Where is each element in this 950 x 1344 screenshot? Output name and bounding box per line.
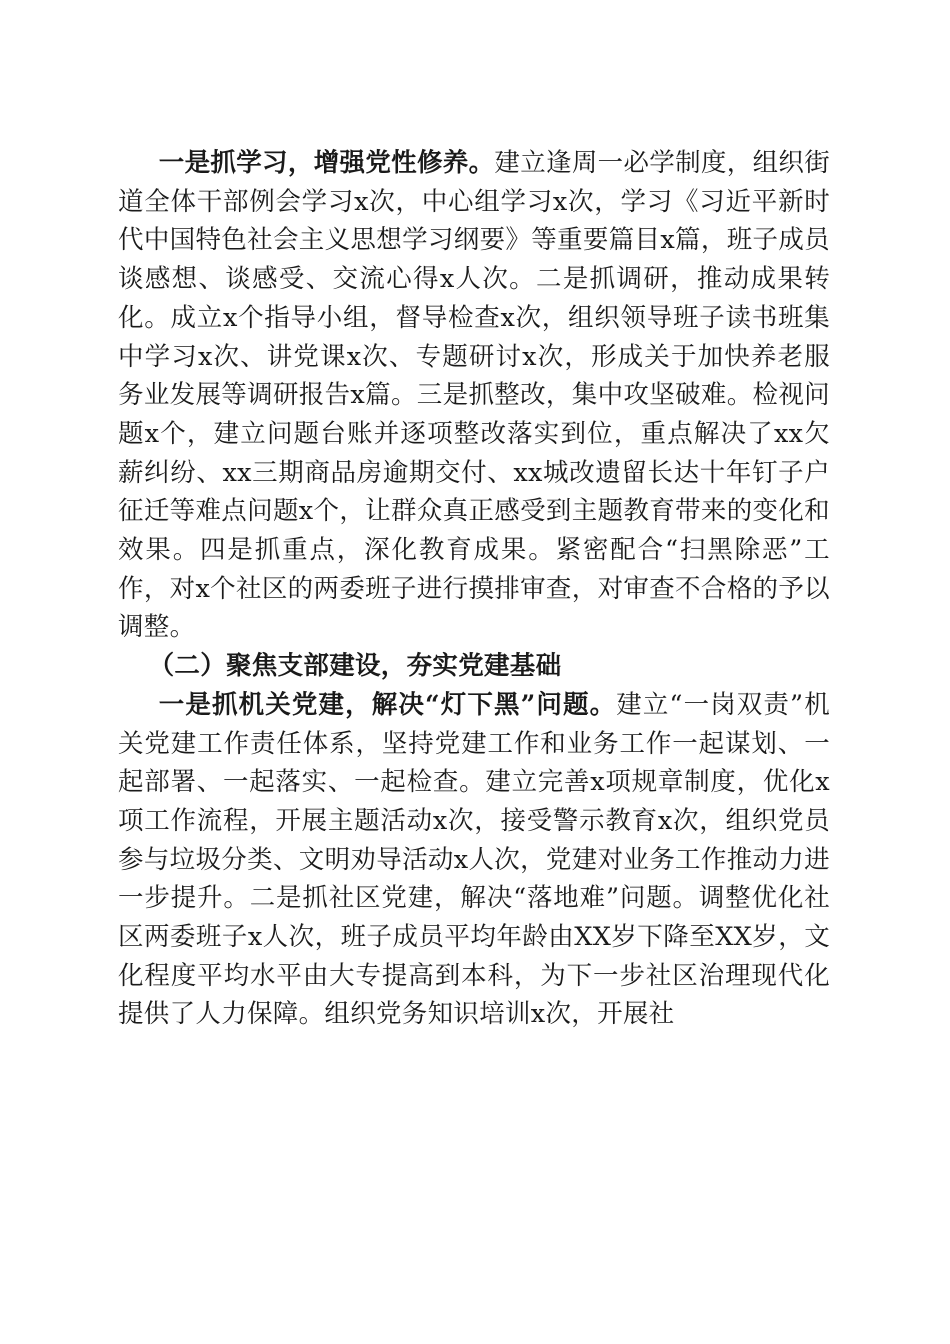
paragraph-party-building <box>118 686 830 1034</box>
document-page <box>118 144 830 1034</box>
paragraph-study <box>118 144 830 647</box>
paragraph-lead: 一是抓学习，增强党性修养。 <box>158 148 495 178</box>
section-heading: （二）聚焦支部建设，夯实党建基础 <box>148 651 562 682</box>
paragraph-body: 建立逢周一必学制度，组织街道全体干部例会学习x次，中心组学习x次，学习《习近平新时代中国特色社会主义思想学习纲要》等重要篇目x篇，班子成员谈感想、谈感受、交流心得x人次。二是抓调研，推动成果转化。成立x个指导小组，督导检查x次，组织领导班子读书班集中学习x次、讲党课x次、专题研讨x次，形成关于加快养老服务业发展等调研报告x篇。三是抓整改，集中攻坚破难。检视问题x个，建立问题台账并逐项整改落实到位，重点解决了xx欠薪纠纷、xx三期商品房逾期交付、xx城改遗留长达十年钉子户征迁等难点问题x个，让群众真正感受到主题教育带来的变化和效果。四是抓重点，深化教育成果。紧密配合“扫黑除恶”工作，对x个社区的两委班子进行摸排审查，对审查不合格的予以调整。 <box>118 148 830 643</box>
paragraph-body: 建立“一岗双责”机关党建工作责任体系，坚持党建工作和业务工作一起谋划、一起部署、一起落实、一起检查。建立完善x项规章制度，优化x项工作流程，开展主题活动x次，接受警示教育x次，组织党员参与垃圾分类、文明劝导活动x人次，党建对业务工作推动力进一步提升。二是抓社区党建，解决“落地难”问题。调整优化社区两委班子x人次，班子成员平均年龄由XX岁下降至XX岁，文化程度平均水平由大专提高到本科，为下一步社区治理现代化提供了人力保障。组织党务知识培训x次，开展社 <box>118 689 830 1030</box>
paragraph-lead: 一是抓机关党建，解决“灯下黑”问题。 <box>158 689 617 720</box>
